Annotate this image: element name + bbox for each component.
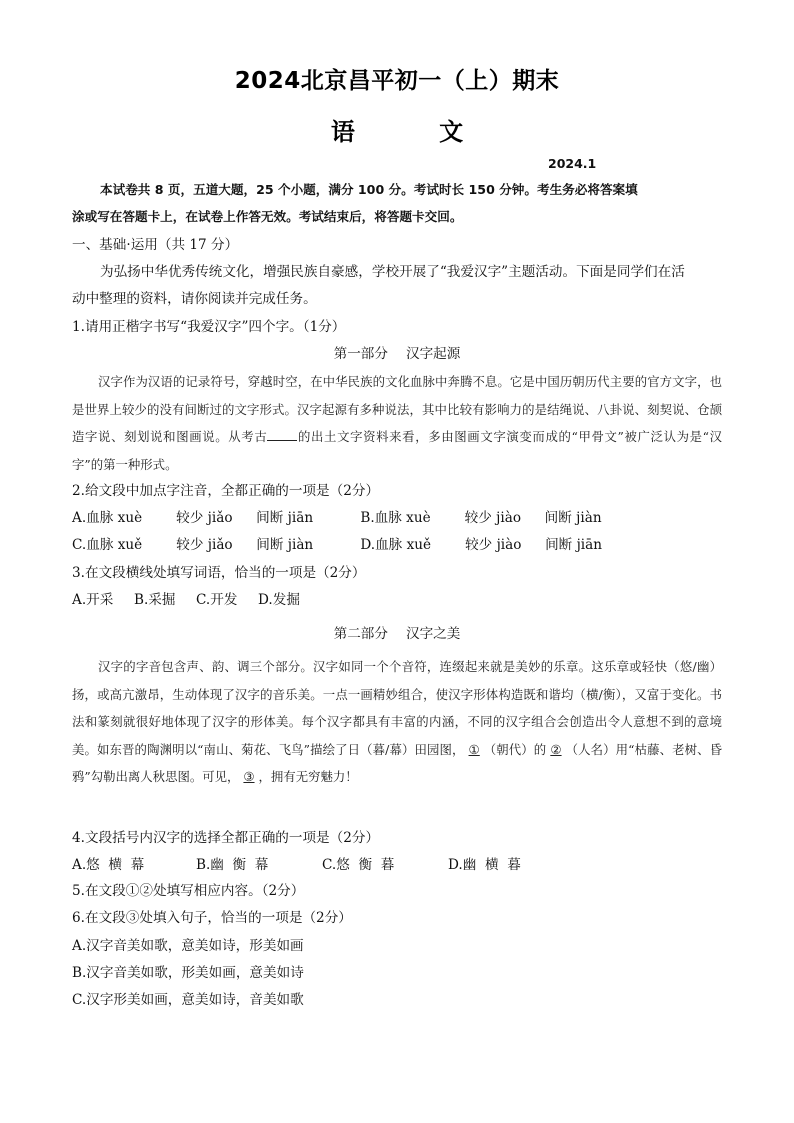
- part-2-name: 汉字之美: [406, 626, 461, 642]
- part-1-name: 汉字起源: [406, 346, 461, 362]
- part-2-text-b: （朝代）的: [483, 741, 547, 757]
- section-heading: 一、基础·运用（共 17 分）: [72, 237, 239, 253]
- question-2-options-row-2: [72, 535, 722, 555]
- subject-title: 语 文: [330, 118, 502, 146]
- question-3: 3.在文段横线处填写词语，恰当的一项是（2分）: [72, 565, 366, 581]
- part-2-passage: [72, 653, 722, 791]
- option-b: B.幽 衡 幕: [196, 857, 269, 873]
- part-2-heading: [0, 624, 794, 644]
- part-1-text-a: 汉字作为汉语的记录符号，穿越时空，在中华民族的文化血脉中奔腾不息。它是中国历朝历代主要的官方文字，也是世界上较少的没有间断过的文字形式。汉字起源有多种说法，其中比较有影响力的是结绳说、八卦说、刻契说、仓颉造字说、刻划说和图画说。从考古: [72, 374, 722, 444]
- question-6-option-b: B.汉字音美如歌，形美如画，意美如诗: [72, 965, 304, 981]
- question-5: 5.在文段①②处填写相应内容。（2分）: [72, 883, 305, 899]
- exam-title: 2024北京昌平初一（上）期末: [234, 68, 560, 94]
- option-b: B.血脉 xuè 较少 jiào 间断 jiàn: [360, 510, 602, 526]
- question-2: 2.给文段中加点字注音，全都正确的一项是（2分）: [72, 483, 380, 499]
- blank-1: ①: [468, 741, 480, 757]
- part-2-text-c: （人名）用“枯藤、老树、昏鸦”勾勒出离人秋思图。可见，: [72, 741, 723, 784]
- instructions-line-2: 涂或写在答题卡上，在试卷上作答无效。考试结束后，将答题卡交回。: [72, 209, 463, 224]
- part-2-text-d: ，拥有无穷魅力！: [258, 769, 358, 784]
- section-intro-line-2: 动中整理的资料，请你阅读并完成任务。: [72, 291, 317, 307]
- option-a: A.开采: [72, 592, 114, 608]
- fill-in-blank: [267, 428, 297, 441]
- question-2-options-row-1: [72, 508, 722, 528]
- part-1-passage: [72, 368, 722, 478]
- section-intro-line-1: 为弘扬中华优秀传统文化，增强民族自豪感，学校开展了“我爱汉字”主题活动。下面是同学们在活: [100, 264, 685, 280]
- option-c: C.悠 衡 暮: [322, 857, 395, 873]
- option-a: A.悠 横 幕: [72, 857, 145, 873]
- option-b: B.采掘: [134, 592, 176, 608]
- part-1-heading: [0, 344, 794, 364]
- option-a: A.血脉 xuè 较少 jiǎo 间断 jiān: [72, 510, 314, 526]
- instructions-line-1: 本试卷共 8 页，五道大题，25 个小题，满分 100 分。考试时长 150 分钟。考生务必将答案填: [100, 182, 638, 197]
- part-2-text-a: 汉字的字音包含声、韵、调三个部分。汉字如同一个个音符，连缀起来就是美妙的乐章。这乐章或轻快（悠/幽）扬，或高亢激昂，生动体现了汉字的音乐美。一点一画精妙组合，使汉字形体构造既和谐均（横/衡），又富于变化。书法和篆刻就很好地体现了汉字的形体美。每个汉字都具有丰富的内涵，不同的汉字组合会创造出令人意想不到的意境美。如东晋的陶渊明以“南山、菊花、飞鸟”描绘了日（暮/幕）田园图，: [72, 659, 722, 757]
- option-c: C.血脉 xuě 较少 jiǎo 间断 jiàn: [72, 537, 314, 553]
- part-2-label: 第二部分: [333, 626, 388, 642]
- question-3-options: [72, 590, 722, 610]
- blank-2: ②: [550, 741, 562, 757]
- question-4: 4.文段括号内汉字的选择全都正确的一项是（2分）: [72, 830, 380, 846]
- blank-3: ③: [243, 769, 255, 784]
- option-d: D.发掘: [258, 592, 300, 608]
- question-4-options: [72, 855, 722, 875]
- part-1-label: 第一部分: [333, 346, 388, 362]
- part-1-text-b: 的出土文字资料来看，多由图画文字演变而成的“甲骨文”被广泛认为是“汉字”的第一种形式。: [72, 429, 722, 472]
- question-6-option-c: C.汉字形美如画，意美如诗，音美如歌: [72, 992, 304, 1008]
- question-6: 6.在文段③处填入句子，恰当的一项是（2分）: [72, 910, 352, 926]
- option-d: D.血脉 xuě 较少 jiào 间断 jiān: [360, 537, 603, 553]
- option-d: D.幽 横 暮: [448, 857, 521, 873]
- exam-date: 2024.1: [548, 156, 597, 171]
- option-c: C.开发: [196, 592, 238, 608]
- question-1: 1.请用正楷字书写“我爱汉字”四个字。（1分）: [72, 319, 346, 335]
- question-6-option-a: A.汉字音美如歌，意美如诗，形美如画: [72, 938, 304, 954]
